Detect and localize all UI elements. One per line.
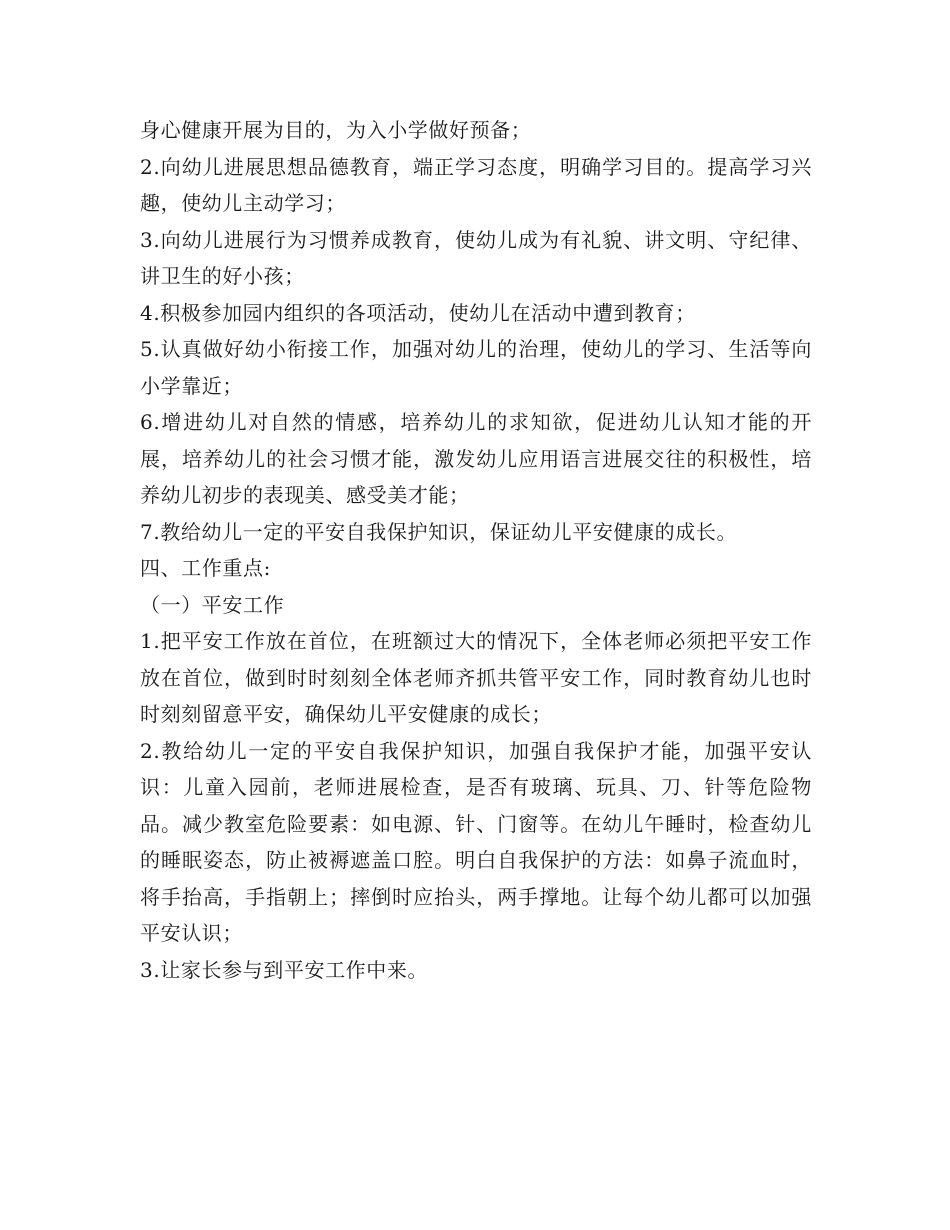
paragraph-item-4: 4.积极参加园内组织的各项活动，使幼儿在活动中遭到教育； — [140, 300, 696, 325]
safety-item-2: 2.教给幼儿一定的平安自我保护知识，加强自我保护才能，加强平安认识：儿童入园前，老师进展检查，是否有玻璃、玩具、刀、针等危险物品。减少教室危险要素：如电源、针、门窗等。在幼儿午睡时，检查幼儿的睡眠姿态，防止被褥遮盖口腔。明白自我保护的方法：如鼻子流血时，将手抬高，手指朝上；摔倒时应抬头，两手撑地。让每个幼儿都可以加强平安认识； — [140, 738, 812, 945]
document-page — [140, 112, 812, 988]
paragraph-intro-continued: 身心健康开展为目的，为入小学做好预备； — [140, 118, 532, 142]
subsection-heading-safety: （一）平安工作 — [140, 592, 285, 617]
paragraph-item-2: 2.向幼儿进展思想品德教育，端正学习态度，明确学习目的。提高学习兴趣，使幼儿主动学习； — [140, 154, 812, 215]
paragraph-item-5: 5.认真做好幼小衔接工作，加强对幼儿的治理，使幼儿的学习、生活等向小学靠近； — [140, 337, 812, 398]
paragraph-item-3: 3.向幼儿进展行为习惯养成教育，使幼儿成为有礼貌、讲文明、守纪律、讲卫生的好小孩； — [140, 227, 812, 288]
paragraph-item-7: 7.教给幼儿一定的平安自我保护知识，保证幼儿平安健康的成长。 — [140, 519, 738, 544]
safety-item-1: 1.把平安工作放在首位，在班额过大的情况下，全体老师必须把平安工作放在首位，做到时时刻刻全体老师齐抓共管平安工作，同时教育幼儿也时时刻刻留意平安，确保幼儿平安健康的成长； — [140, 629, 812, 726]
section-heading-work-focus: 四、工作重点: — [140, 556, 271, 580]
safety-item-3: 3.让家长参与到平安工作中来。 — [140, 957, 429, 982]
paragraph-item-6: 6.增进幼儿对自然的情感，培养幼儿的求知欲，促进幼儿认知才能的开展，培养幼儿的社会习惯才能，激发幼儿应用语言进展交往的积极性，培养幼儿初步的表现美、感受美才能； — [140, 410, 812, 507]
